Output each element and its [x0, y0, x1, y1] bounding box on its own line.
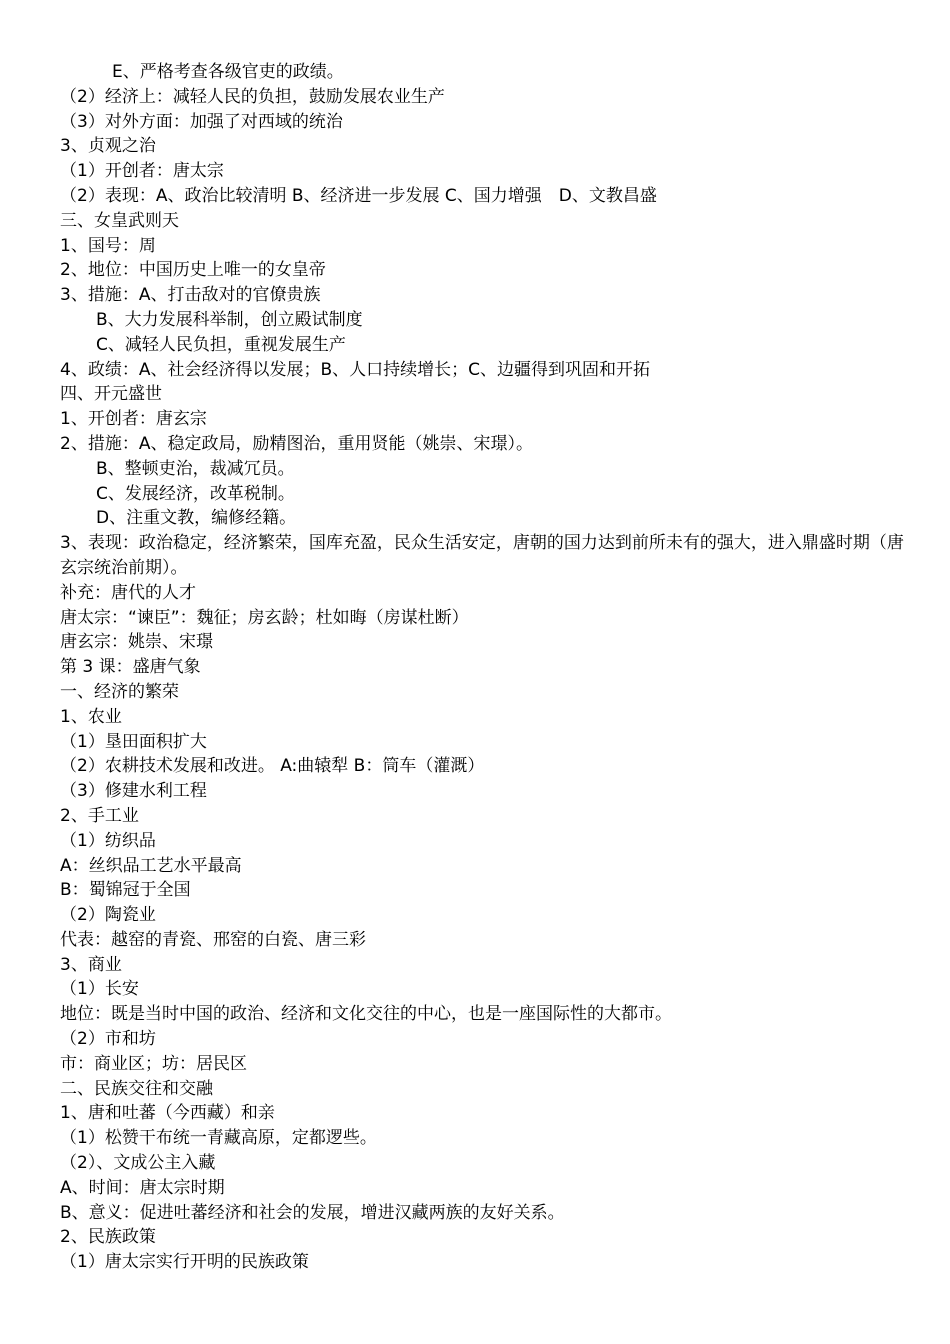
- text-line: A：丝织品工艺水平最高: [60, 855, 242, 876]
- text-line: 市：商业区；坊：居民区: [60, 1053, 247, 1074]
- text-line: （1）长安: [60, 979, 139, 1000]
- text-line: 代表：越窑的青瓷、邢窑的白瓷、唐三彩: [60, 929, 366, 950]
- text-line: （2）、文成公主入藏: [60, 1153, 216, 1174]
- text-line: 2、民族政策: [60, 1227, 156, 1248]
- text-line: C、减轻人民负担，重视发展生产: [96, 334, 346, 355]
- text-line: （1）开创者：唐太宗: [60, 161, 224, 182]
- text-line: （3）对外方面：加强了对西域的统治: [60, 111, 343, 132]
- text-line: 1、唐和吐蕃（今西藏）和亲: [60, 1103, 275, 1124]
- section-heading: 二、民族交往和交融: [60, 1078, 213, 1099]
- text-line: （3）修建水利工程: [60, 781, 207, 802]
- text-line: C、发展经济，改革税制。: [96, 483, 295, 504]
- text-line: 补充：唐代的人才: [60, 582, 196, 603]
- text-line: 1、国号：周: [60, 235, 156, 256]
- text-line: （2）陶瓷业: [60, 905, 156, 926]
- text-line: 2、措施：A、稳定政局，励精图治，重用贤能（姚崇、宋璟）。: [60, 433, 533, 454]
- text-line: （1）垦田面积扩大: [60, 731, 207, 752]
- section-heading: 3、贞观之治: [60, 136, 156, 157]
- text-line: （1）唐太宗实行开明的民族政策: [60, 1252, 309, 1273]
- text-line: 唐太宗：“谏臣”：魏征；房玄龄；杜如晦（房谋杜断）: [60, 607, 469, 628]
- text-line: （2）市和坊: [60, 1029, 156, 1050]
- text-line: B、意义：促进吐蕃经济和社会的发展，增进汉藏两族的友好关系。: [60, 1202, 565, 1223]
- section-heading: 三、女皇武则天: [60, 210, 179, 231]
- text-line: A、时间：唐太宗时期: [60, 1177, 225, 1198]
- section-heading: 四、开元盛世: [60, 384, 162, 405]
- text-line: 1、开创者：唐玄宗: [60, 409, 207, 430]
- text-line: （1）纺织品: [60, 830, 156, 851]
- text-line: E、严格考查各级官吏的政绩。: [112, 62, 344, 82]
- text-line: B、大力发展科举制，创立殿试制度: [96, 309, 363, 330]
- text-line: 2、手工业: [60, 805, 139, 826]
- text-paragraph: 3、表现：政治稳定，经济繁荣，国库充盈，民众生活安定，唐朝的国力达到前所未有的强大，进入鼎盛时期（唐玄宗统治前期）。: [60, 533, 904, 578]
- text-line: 3、商业: [60, 954, 122, 975]
- text-line: （2）表现：A、政治比较清明 B、经济进一步发展 C、国力增强 D、文教昌盛: [60, 185, 657, 206]
- text-line: （2）农耕技术发展和改进。 A:曲辕犁 B：筒车（灌溉）: [60, 756, 485, 777]
- text-line: 3、措施：A、打击敌对的官僚贵族: [60, 285, 321, 306]
- text-line: B、整顿吏治，裁减冗员。: [96, 458, 295, 479]
- text-line: 唐玄宗：姚崇、宋璟: [60, 632, 213, 653]
- lesson-title: 第 3 课：盛唐气象: [60, 657, 201, 678]
- text-line: 1、农业: [60, 706, 122, 727]
- text-line: D、注重文教，编修经籍。: [96, 508, 297, 529]
- section-heading: 一、经济的繁荣: [60, 681, 179, 702]
- text-line: （1）松赞干布统一青藏高原，定都逻些。: [60, 1128, 377, 1149]
- text-line: B：蜀锦冠于全国: [60, 880, 191, 901]
- text-line: （2）经济上：减轻人民的负担，鼓励发展农业生产: [60, 86, 445, 107]
- text-line: 地位：既是当时中国的政治、经济和文化交往的中心，也是一座国际性的大都市。: [60, 1004, 672, 1025]
- text-line: 2、地位：中国历史上唯一的女皇帝: [60, 260, 326, 281]
- text-line: 4、政绩：A、社会经济得以发展；B、人口持续增长；C、边疆得到巩固和开拓: [60, 359, 650, 380]
- document-page: [0, 60, 950, 1275]
